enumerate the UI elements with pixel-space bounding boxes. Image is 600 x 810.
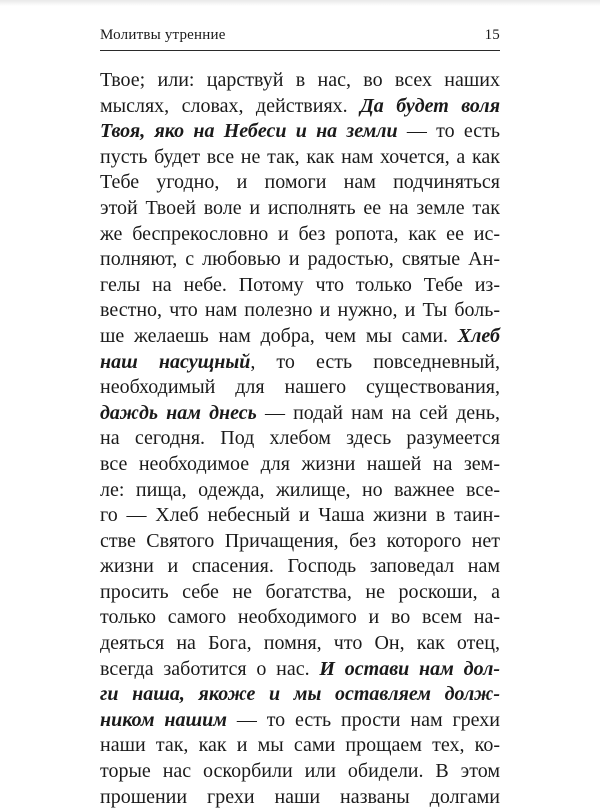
running-title: Молитвы утренние (100, 27, 226, 43)
text-line (100, 401, 500, 427)
emphasized-text: Да будет воля (360, 94, 500, 117)
text-line (100, 222, 500, 248)
text-line (100, 68, 500, 94)
text-line (100, 426, 500, 452)
text-segment: необходимый для нашего существования, (100, 376, 500, 399)
emphasized-text: И остави нам дол- (319, 657, 501, 680)
text-segment: же беспрекословно и без ропота, как ее ис- (100, 222, 500, 245)
page-number: 15 (484, 27, 500, 43)
text-segment: все необходимое для жизни нашей на зем- (100, 452, 500, 475)
text-line (100, 529, 500, 555)
text-line (100, 247, 500, 273)
text-segment: — подай нам на сей день, (256, 401, 500, 424)
text-segment: — то есть прости нам грехи (226, 708, 500, 731)
text-line (100, 145, 500, 171)
text-line (100, 350, 500, 376)
text-segment: этой Твоей воле и исполнять ее на земле так (100, 196, 500, 219)
page-top-edge (0, 0, 600, 6)
text-segment: полняют, с любовью и радостью, святые Ан- (100, 248, 500, 271)
text-segment: Тебе угодно, и помоги нам подчиняться (100, 171, 500, 194)
text-line (100, 631, 500, 657)
text-line (100, 170, 500, 196)
text-segment: прошении грехи наши названы долгами (100, 785, 500, 808)
text-segment: просить себе не богатства, не роскоши, а (100, 580, 500, 603)
text-segment: стве Святого Причащения, без которого нет (100, 529, 500, 552)
text-segment: деяться на Бога, помня, что Он, как отец, (100, 632, 500, 655)
text-segment: жизни и спасения. Господь заповедал нам (100, 555, 500, 578)
text-line (100, 503, 500, 529)
text-line (100, 273, 500, 299)
text-segment: пусть будет все не так, как нам хочется, а как (100, 145, 500, 168)
text-segment: наши так, как и мы сами прощаем тех, ко- (100, 734, 500, 757)
emphasized-text: ги наша, якоже и мы оставляем долж- (100, 683, 500, 706)
text-line (100, 298, 500, 324)
text-segment: , то есть повседневный, (250, 350, 500, 373)
text-line (100, 682, 500, 708)
text-segment: Твое; или: царствуй в нас, во всех наших (100, 69, 500, 91)
text-segment: го — Хлеб небесный и Чаша жизни в таин- (100, 504, 500, 527)
text-line (100, 119, 500, 145)
text-line (100, 785, 500, 810)
text-segment: вестно, что нам полезно и нужно, и Ты боль- (100, 299, 500, 322)
text-segment: только самого необходимого и во всем на- (100, 606, 500, 629)
text-line (100, 605, 500, 631)
text-segment: ле: пища, одежда, жилище, но важнее все- (100, 478, 500, 501)
body-text (100, 68, 500, 810)
text-line (100, 657, 500, 683)
text-line (100, 94, 500, 120)
text-segment: мыслях, словах, действиях. (100, 94, 361, 117)
text-segment: торые нас оскорбили или обидели. В этом (100, 760, 500, 783)
text-segment: ше желаешь нам добра, чем мы сами. (100, 324, 458, 347)
text-segment: гелы на небе. Потому что только Тебе из- (100, 273, 500, 296)
text-segment: всегда заботится о нас. (100, 657, 320, 680)
text-segment: — то есть (397, 120, 500, 143)
emphasized-text: наш насущный (100, 350, 251, 373)
text-line (100, 324, 500, 350)
emphasized-text: даждь нам днесь (100, 401, 257, 424)
emphasized-text: Хлеб (457, 324, 500, 347)
text-line (100, 375, 500, 401)
running-head (100, 27, 500, 51)
text-segment: на сегодня. Под хлебом здесь разумеется (100, 427, 500, 450)
text-line (100, 478, 500, 504)
text-line (100, 708, 500, 734)
text-line (100, 554, 500, 580)
text-line (100, 196, 500, 222)
text-line (100, 733, 500, 759)
emphasized-text: Твоя, яко на Небеси и на земли (100, 120, 398, 143)
text-line (100, 452, 500, 478)
text-line (100, 580, 500, 606)
emphasized-text: ником нашим (100, 708, 227, 731)
text-line (100, 759, 500, 785)
